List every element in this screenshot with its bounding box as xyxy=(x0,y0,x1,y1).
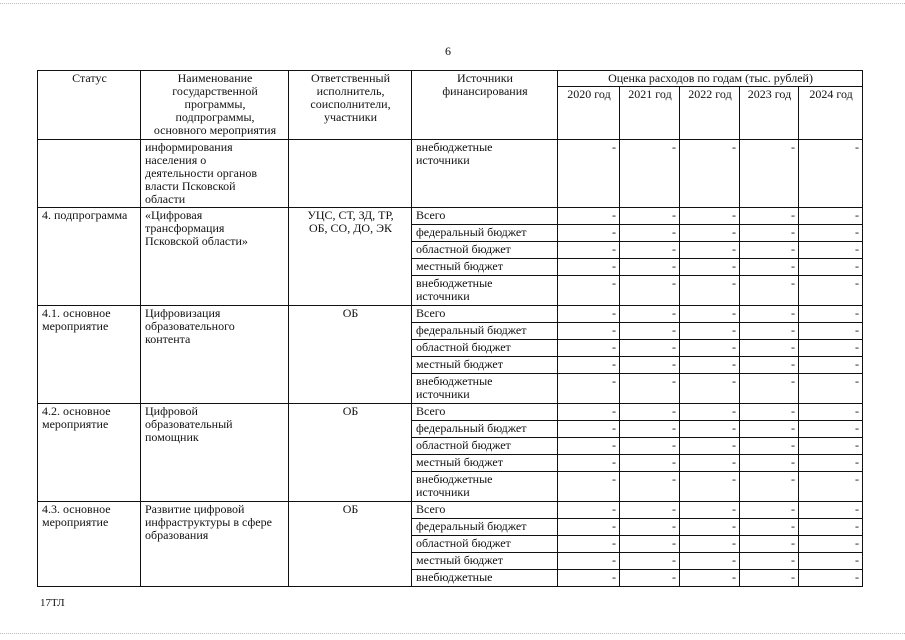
cost-value-cell: - xyxy=(620,455,680,472)
cost-value-cell: - xyxy=(799,455,863,472)
cost-value-cell: - xyxy=(620,225,680,242)
program-name-cell: Цифровой образовательный помощник xyxy=(141,404,289,502)
cost-value-cell: - xyxy=(558,519,620,536)
cost-value-cell: - xyxy=(680,404,740,421)
column-header-year: 2022 год xyxy=(680,87,740,140)
cost-value-cell: - xyxy=(620,374,680,404)
funding-source-cell: Всего xyxy=(412,404,558,421)
funding-source-cell: местный бюджет xyxy=(412,455,558,472)
header-row xyxy=(38,71,863,87)
column-header-year: 2024 год xyxy=(799,87,863,140)
cost-value-cell: - xyxy=(680,553,740,570)
cost-value-cell: - xyxy=(558,340,620,357)
cost-value-cell: - xyxy=(558,502,620,519)
cost-value-cell: - xyxy=(620,404,680,421)
cost-value-cell: - xyxy=(620,259,680,276)
column-header-status: Статус xyxy=(38,71,141,140)
cost-value-cell: - xyxy=(680,140,740,208)
table-row xyxy=(38,502,863,519)
cost-value-cell: - xyxy=(680,374,740,404)
cost-value-cell: - xyxy=(740,225,799,242)
cost-value-cell: - xyxy=(680,357,740,374)
cost-value-cell: - xyxy=(740,502,799,519)
cost-value-cell: - xyxy=(680,340,740,357)
cost-value-cell: - xyxy=(620,306,680,323)
cost-value-cell: - xyxy=(740,242,799,259)
cost-value-cell: - xyxy=(620,140,680,208)
cost-value-cell: - xyxy=(558,570,620,587)
cost-value-cell: - xyxy=(558,276,620,306)
cost-value-cell: - xyxy=(799,519,863,536)
program-name-cell: Развитие цифровой инфраструктуры в сфере образования xyxy=(141,502,289,587)
document-code: 17ТЛ xyxy=(40,597,65,609)
cost-value-cell: - xyxy=(740,570,799,587)
cost-value-cell: - xyxy=(799,208,863,225)
cost-value-cell: - xyxy=(680,242,740,259)
cost-value-cell: - xyxy=(799,472,863,502)
program-name-cell: «Цифровая трансформация Псковской области» xyxy=(141,208,289,306)
cost-value-cell: - xyxy=(799,438,863,455)
cost-value-cell: - xyxy=(740,404,799,421)
funding-source-cell: Всего xyxy=(412,306,558,323)
cost-value-cell: - xyxy=(558,306,620,323)
funding-source-cell: областной бюджет xyxy=(412,242,558,259)
funding-source-cell: внебюджетные источники xyxy=(412,276,558,306)
cost-value-cell: - xyxy=(740,140,799,208)
cost-value-cell: - xyxy=(799,502,863,519)
responsible-cell: УЦС, СТ, ЗД, ТР, ОБ, СО, ДО, ЭК xyxy=(289,208,412,306)
funding-source-cell: областной бюджет xyxy=(412,340,558,357)
scan-edge-bottom xyxy=(0,633,905,634)
cost-value-cell: - xyxy=(558,404,620,421)
cost-value-cell: - xyxy=(740,472,799,502)
table-row xyxy=(38,208,863,225)
status-cell xyxy=(38,140,141,208)
cost-value-cell: - xyxy=(680,472,740,502)
cost-value-cell: - xyxy=(799,570,863,587)
cost-value-cell: - xyxy=(680,208,740,225)
funding-source-cell: Всего xyxy=(412,208,558,225)
cost-value-cell: - xyxy=(740,421,799,438)
cost-value-cell: - xyxy=(620,340,680,357)
page-number: 6 xyxy=(445,44,451,58)
cost-value-cell: - xyxy=(620,570,680,587)
cost-value-cell: - xyxy=(680,276,740,306)
cost-value-cell: - xyxy=(799,536,863,553)
cost-value-cell: - xyxy=(680,225,740,242)
cost-value-cell: - xyxy=(799,140,863,208)
cost-value-cell: - xyxy=(740,374,799,404)
cost-value-cell: - xyxy=(558,357,620,374)
responsible-cell: ОБ xyxy=(289,502,412,587)
cost-value-cell: - xyxy=(799,242,863,259)
cost-value-cell: - xyxy=(799,306,863,323)
funding-source-cell: местный бюджет xyxy=(412,553,558,570)
cost-value-cell: - xyxy=(558,225,620,242)
cost-value-cell: - xyxy=(558,438,620,455)
funding-source-cell: внебюджетные источники xyxy=(412,472,558,502)
funding-source-cell: внебюджетные источники xyxy=(412,374,558,404)
cost-value-cell: - xyxy=(558,259,620,276)
cost-value-cell: - xyxy=(799,404,863,421)
funding-source-cell: внебюджетные источники xyxy=(412,140,558,208)
column-header-year: 2021 год xyxy=(620,87,680,140)
column-header-costs: Оценка расходов по годам (тыс. рублей) xyxy=(558,71,863,87)
cost-value-cell: - xyxy=(799,357,863,374)
cost-value-cell: - xyxy=(620,553,680,570)
cost-value-cell: - xyxy=(558,536,620,553)
table-row xyxy=(38,140,863,208)
cost-value-cell: - xyxy=(620,242,680,259)
column-header-sources: Источники финансирования xyxy=(412,71,558,140)
scan-edge-top xyxy=(0,3,905,4)
cost-value-cell: - xyxy=(558,455,620,472)
cost-value-cell: - xyxy=(620,421,680,438)
column-header-year: 2023 год xyxy=(740,87,799,140)
cost-value-cell: - xyxy=(740,438,799,455)
cost-value-cell: - xyxy=(558,421,620,438)
funding-source-cell: внебюджетные xyxy=(412,570,558,587)
cost-value-cell: - xyxy=(740,306,799,323)
program-name-cell: информирования населения о деятельности органов власти Псковской области xyxy=(141,140,289,208)
table-row xyxy=(38,306,863,323)
cost-value-cell: - xyxy=(680,306,740,323)
table-row xyxy=(38,404,863,421)
responsible-cell: ОБ xyxy=(289,404,412,502)
cost-value-cell: - xyxy=(620,536,680,553)
cost-value-cell: - xyxy=(558,242,620,259)
cost-value-cell: - xyxy=(740,276,799,306)
status-cell: 4.1. основное мероприятие xyxy=(38,306,141,404)
cost-value-cell: - xyxy=(799,323,863,340)
cost-value-cell: - xyxy=(680,421,740,438)
cost-value-cell: - xyxy=(620,519,680,536)
cost-value-cell: - xyxy=(558,140,620,208)
column-header-responsible: Ответственный исполнитель, соисполнители, участники xyxy=(289,71,412,140)
cost-value-cell: - xyxy=(620,472,680,502)
cost-value-cell: - xyxy=(680,519,740,536)
cost-value-cell: - xyxy=(799,340,863,357)
cost-value-cell: - xyxy=(620,502,680,519)
cost-value-cell: - xyxy=(740,455,799,472)
cost-value-cell: - xyxy=(620,276,680,306)
cost-value-cell: - xyxy=(799,553,863,570)
cost-value-cell: - xyxy=(799,374,863,404)
cost-value-cell: - xyxy=(558,374,620,404)
program-name-cell: Цифровизация образовательного контента xyxy=(141,306,289,404)
budget-table xyxy=(37,70,863,587)
cost-value-cell: - xyxy=(799,276,863,306)
cost-value-cell: - xyxy=(620,208,680,225)
cost-value-cell: - xyxy=(680,259,740,276)
cost-value-cell: - xyxy=(680,323,740,340)
cost-value-cell: - xyxy=(558,208,620,225)
column-header-year: 2020 год xyxy=(558,87,620,140)
status-cell: 4.3. основное мероприятие xyxy=(38,502,141,587)
cost-value-cell: - xyxy=(740,323,799,340)
responsible-cell: ОБ xyxy=(289,306,412,404)
cost-value-cell: - xyxy=(680,502,740,519)
cost-value-cell: - xyxy=(799,421,863,438)
responsible-cell xyxy=(289,140,412,208)
status-cell: 4. подпрограмма xyxy=(38,208,141,306)
cost-value-cell: - xyxy=(740,536,799,553)
column-header-name: Наименование государственной программы, подпрограммы, основного мероприятия xyxy=(141,71,289,140)
cost-value-cell: - xyxy=(680,455,740,472)
funding-source-cell: областной бюджет xyxy=(412,438,558,455)
cost-value-cell: - xyxy=(740,519,799,536)
cost-value-cell: - xyxy=(740,340,799,357)
cost-value-cell: - xyxy=(799,259,863,276)
funding-source-cell: федеральный бюджет xyxy=(412,323,558,340)
table-body xyxy=(38,140,863,587)
funding-source-cell: областной бюджет xyxy=(412,536,558,553)
cost-value-cell: - xyxy=(799,225,863,242)
cost-value-cell: - xyxy=(558,472,620,502)
cost-value-cell: - xyxy=(558,553,620,570)
funding-source-cell: Всего xyxy=(412,502,558,519)
cost-value-cell: - xyxy=(680,536,740,553)
funding-source-cell: местный бюджет xyxy=(412,357,558,374)
status-cell: 4.2. основное мероприятие xyxy=(38,404,141,502)
cost-value-cell: - xyxy=(620,438,680,455)
cost-value-cell: - xyxy=(740,259,799,276)
cost-value-cell: - xyxy=(620,323,680,340)
funding-source-cell: федеральный бюджет xyxy=(412,519,558,536)
funding-source-cell: федеральный бюджет xyxy=(412,421,558,438)
cost-value-cell: - xyxy=(680,438,740,455)
cost-value-cell: - xyxy=(558,323,620,340)
funding-source-cell: местный бюджет xyxy=(412,259,558,276)
cost-value-cell: - xyxy=(740,208,799,225)
cost-value-cell: - xyxy=(620,357,680,374)
cost-value-cell: - xyxy=(740,553,799,570)
table-header xyxy=(38,71,863,140)
cost-value-cell: - xyxy=(740,357,799,374)
cost-value-cell: - xyxy=(680,570,740,587)
funding-source-cell: федеральный бюджет xyxy=(412,225,558,242)
